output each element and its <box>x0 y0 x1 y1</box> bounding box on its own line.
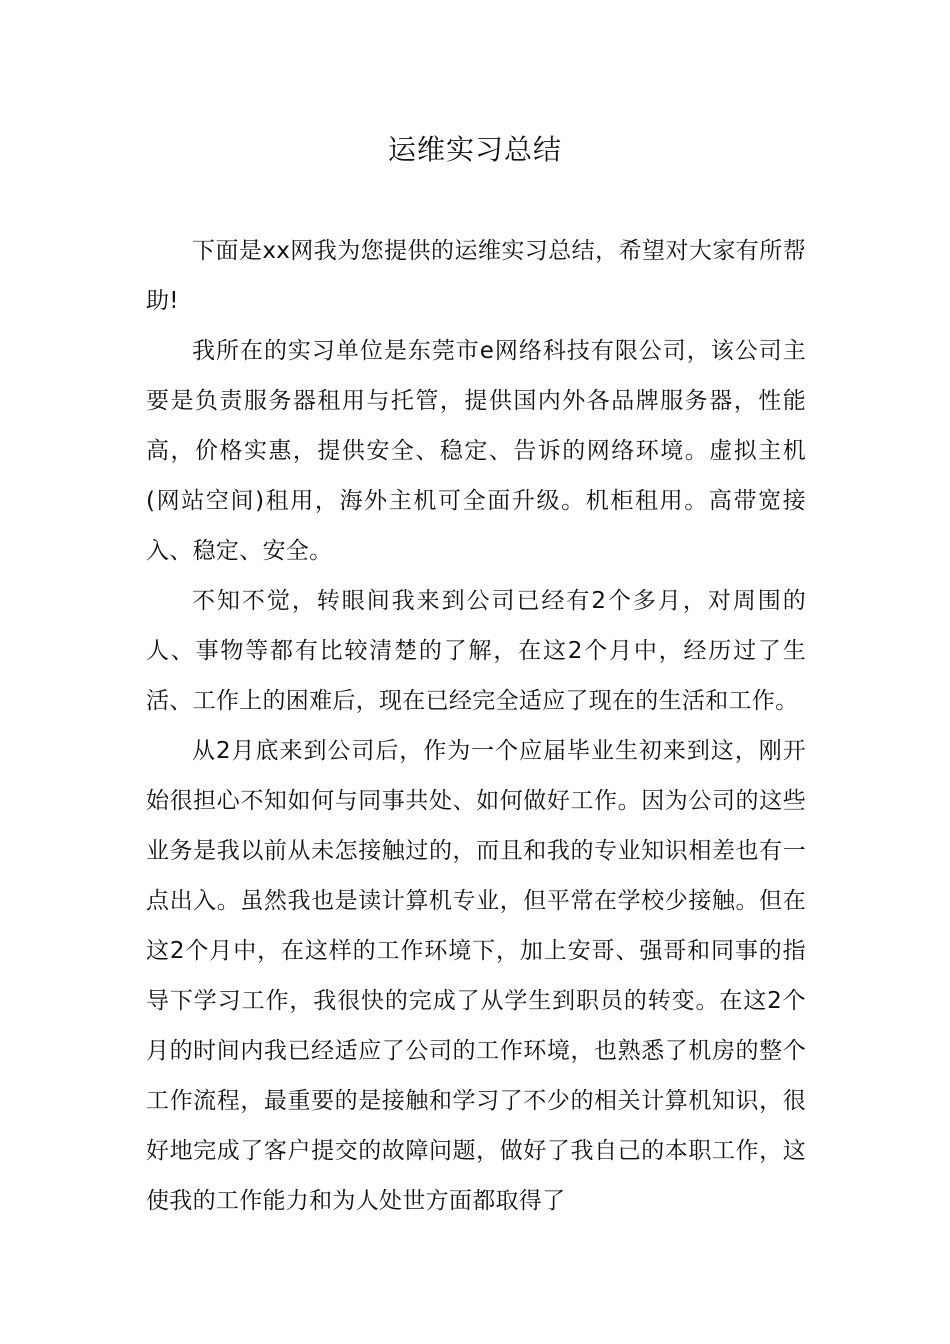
paragraph-experience: 从2月底来到公司后，作为一个应届毕业生初来到这，刚开始很担心不知如何与同事共处、如何做好工作。因为公司的这些业务是我以前从未怎接触过的，而且和我的专业知识相差也有一点出入。虽然我也是读计算机专业，但平常在学校少接触。但在这2个月中，在这样的工作环境下，加上安哥、强哥和同事的指导下学习工作，我很快的完成了从学生到职员的转变。在这2个月的时间内我已经适应了公司的工作环境，也熟悉了机房的整个工作流程，最重要的是接触和学习了不少的相关计算机知识，很好地完成了客户提交的故障问题，做好了我自己的本职工作，这使我的工作能力和为人处世方面都取得了 <box>146 738 806 1214</box>
paragraph-time: 不知不觉，转眼间我来到公司已经有2个多月，对周围的人、事物等都有比较清楚的了解，在这2个月中，经历过了生活、工作上的困难后，现在已经完全适应了现在的生活和工作。 <box>146 588 806 714</box>
paragraph-company: 我所在的实习单位是东莞市e网络科技有限公司，该公司主要是负责服务器租用与托管，提供国内外各品牌服务器，性能高，价格实惠，提供安全、稳定、告诉的网络环境。虚拟主机(网站空间)租用，海外主机可全面升级。机柜租用。高带宽接入、稳定、安全。 <box>146 338 806 564</box>
document-title: 运维实习总结 <box>387 133 562 166</box>
paragraph-intro: 下面是xx网我为您提供的运维实习总结，希望对大家有所帮助! <box>146 238 806 314</box>
document-body <box>146 226 806 1226</box>
